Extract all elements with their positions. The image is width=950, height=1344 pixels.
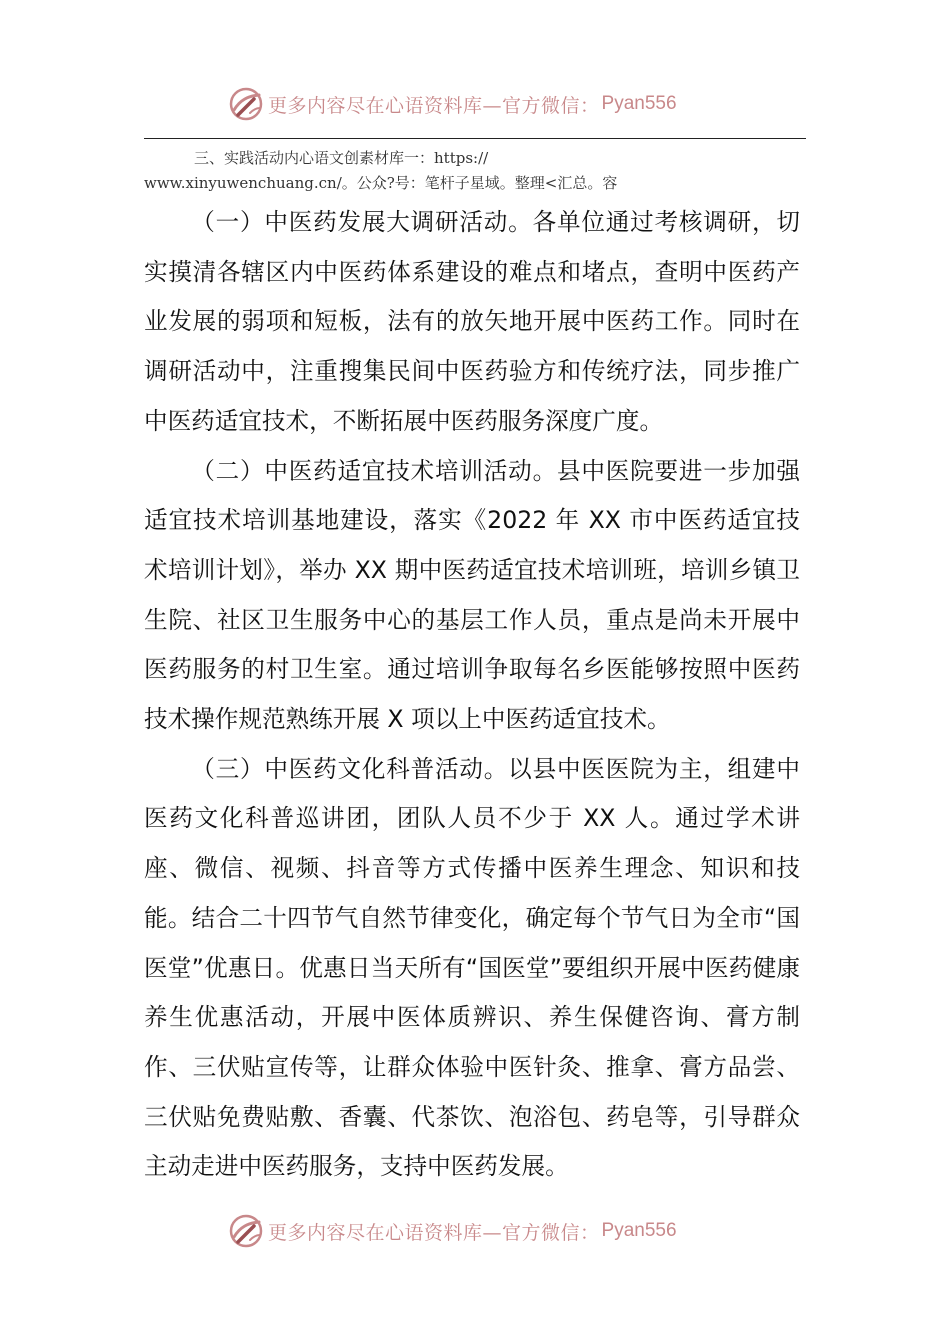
brand-logo-icon <box>228 1213 264 1249</box>
footer-wechat-id: Pyan556 <box>601 1220 677 1241</box>
paragraph-training-activity: （二）中医药适宜技术培训活动。县中医院要进一步加强适宜技术培训基地建设，落实《2022 年 XX 市中医药适宜技术培训计划》，举办 XX 期中医药适宜技术培训班，培训乡镇卫生院、社区卫生服务中心的基层工作人员，重点是尚未开展中医药服务的村卫生室。通过培训争取每名乡医能够按照中医药技术操作规范熟练开展 X 项以上中医药适宜技术。 <box>144 456 800 734</box>
source-note <box>144 146 806 196</box>
paragraph-culture-activity: （三）中医药文化科普活动。以县中医医院为主，组建中医药文化科普巡讲团，团队人员不少于 XX 人。通过学术讲座、微信、视频、抖音等方式传播中医养生理念、知识和技能。结合二十四节气自然节律变化，确定每个节气日为全市“国医堂”优惠日。优惠日当天所有“国医堂”要组织开展中医药健康养生优惠活动，开展中医体质辨识、养生保健咨询、膏方制作、三伏贴宣传等，让群众体验中医针灸、推拿、膏方品尝、三伏贴免费贴敷、香囊、代茶饮、泡浴包、药皂等，引导群众主动走进中医药服务，支持中医药发展。 <box>144 754 800 1181</box>
paragraph-research-activity: （一）中医药发展大调研活动。各单位通过考核调研，切实摸清各辖区内中医药体系建设的难点和堵点，查明中医药产业发展的弱项和短板，法有的放矢地开展中医药工作。同时在调研活动中，注重搜集民间中医药验方和传统疗法，同步推广中医药适宜技术，不断拓展中医药服务深度广度。 <box>144 208 800 435</box>
header-wechat-id: Pyan556 <box>601 93 677 114</box>
header-divider <box>144 138 806 139</box>
footer-slogan: 更多内容尽在心语资料库—官方微信： <box>268 1221 600 1244</box>
header-banner <box>228 84 677 124</box>
source-note-line-1: 三、实践活动内心语文创素材库一：https:// <box>194 149 489 167</box>
brand-logo-icon <box>228 86 264 122</box>
source-note-line-2: www.xinyuwenchuang.cn/。公众?号：笔杆子星域。整理<汇总。容 <box>144 174 618 192</box>
document-body <box>144 198 800 1192</box>
footer-banner <box>228 1211 677 1251</box>
header-slogan: 更多内容尽在心语资料库—官方微信： <box>268 94 600 117</box>
